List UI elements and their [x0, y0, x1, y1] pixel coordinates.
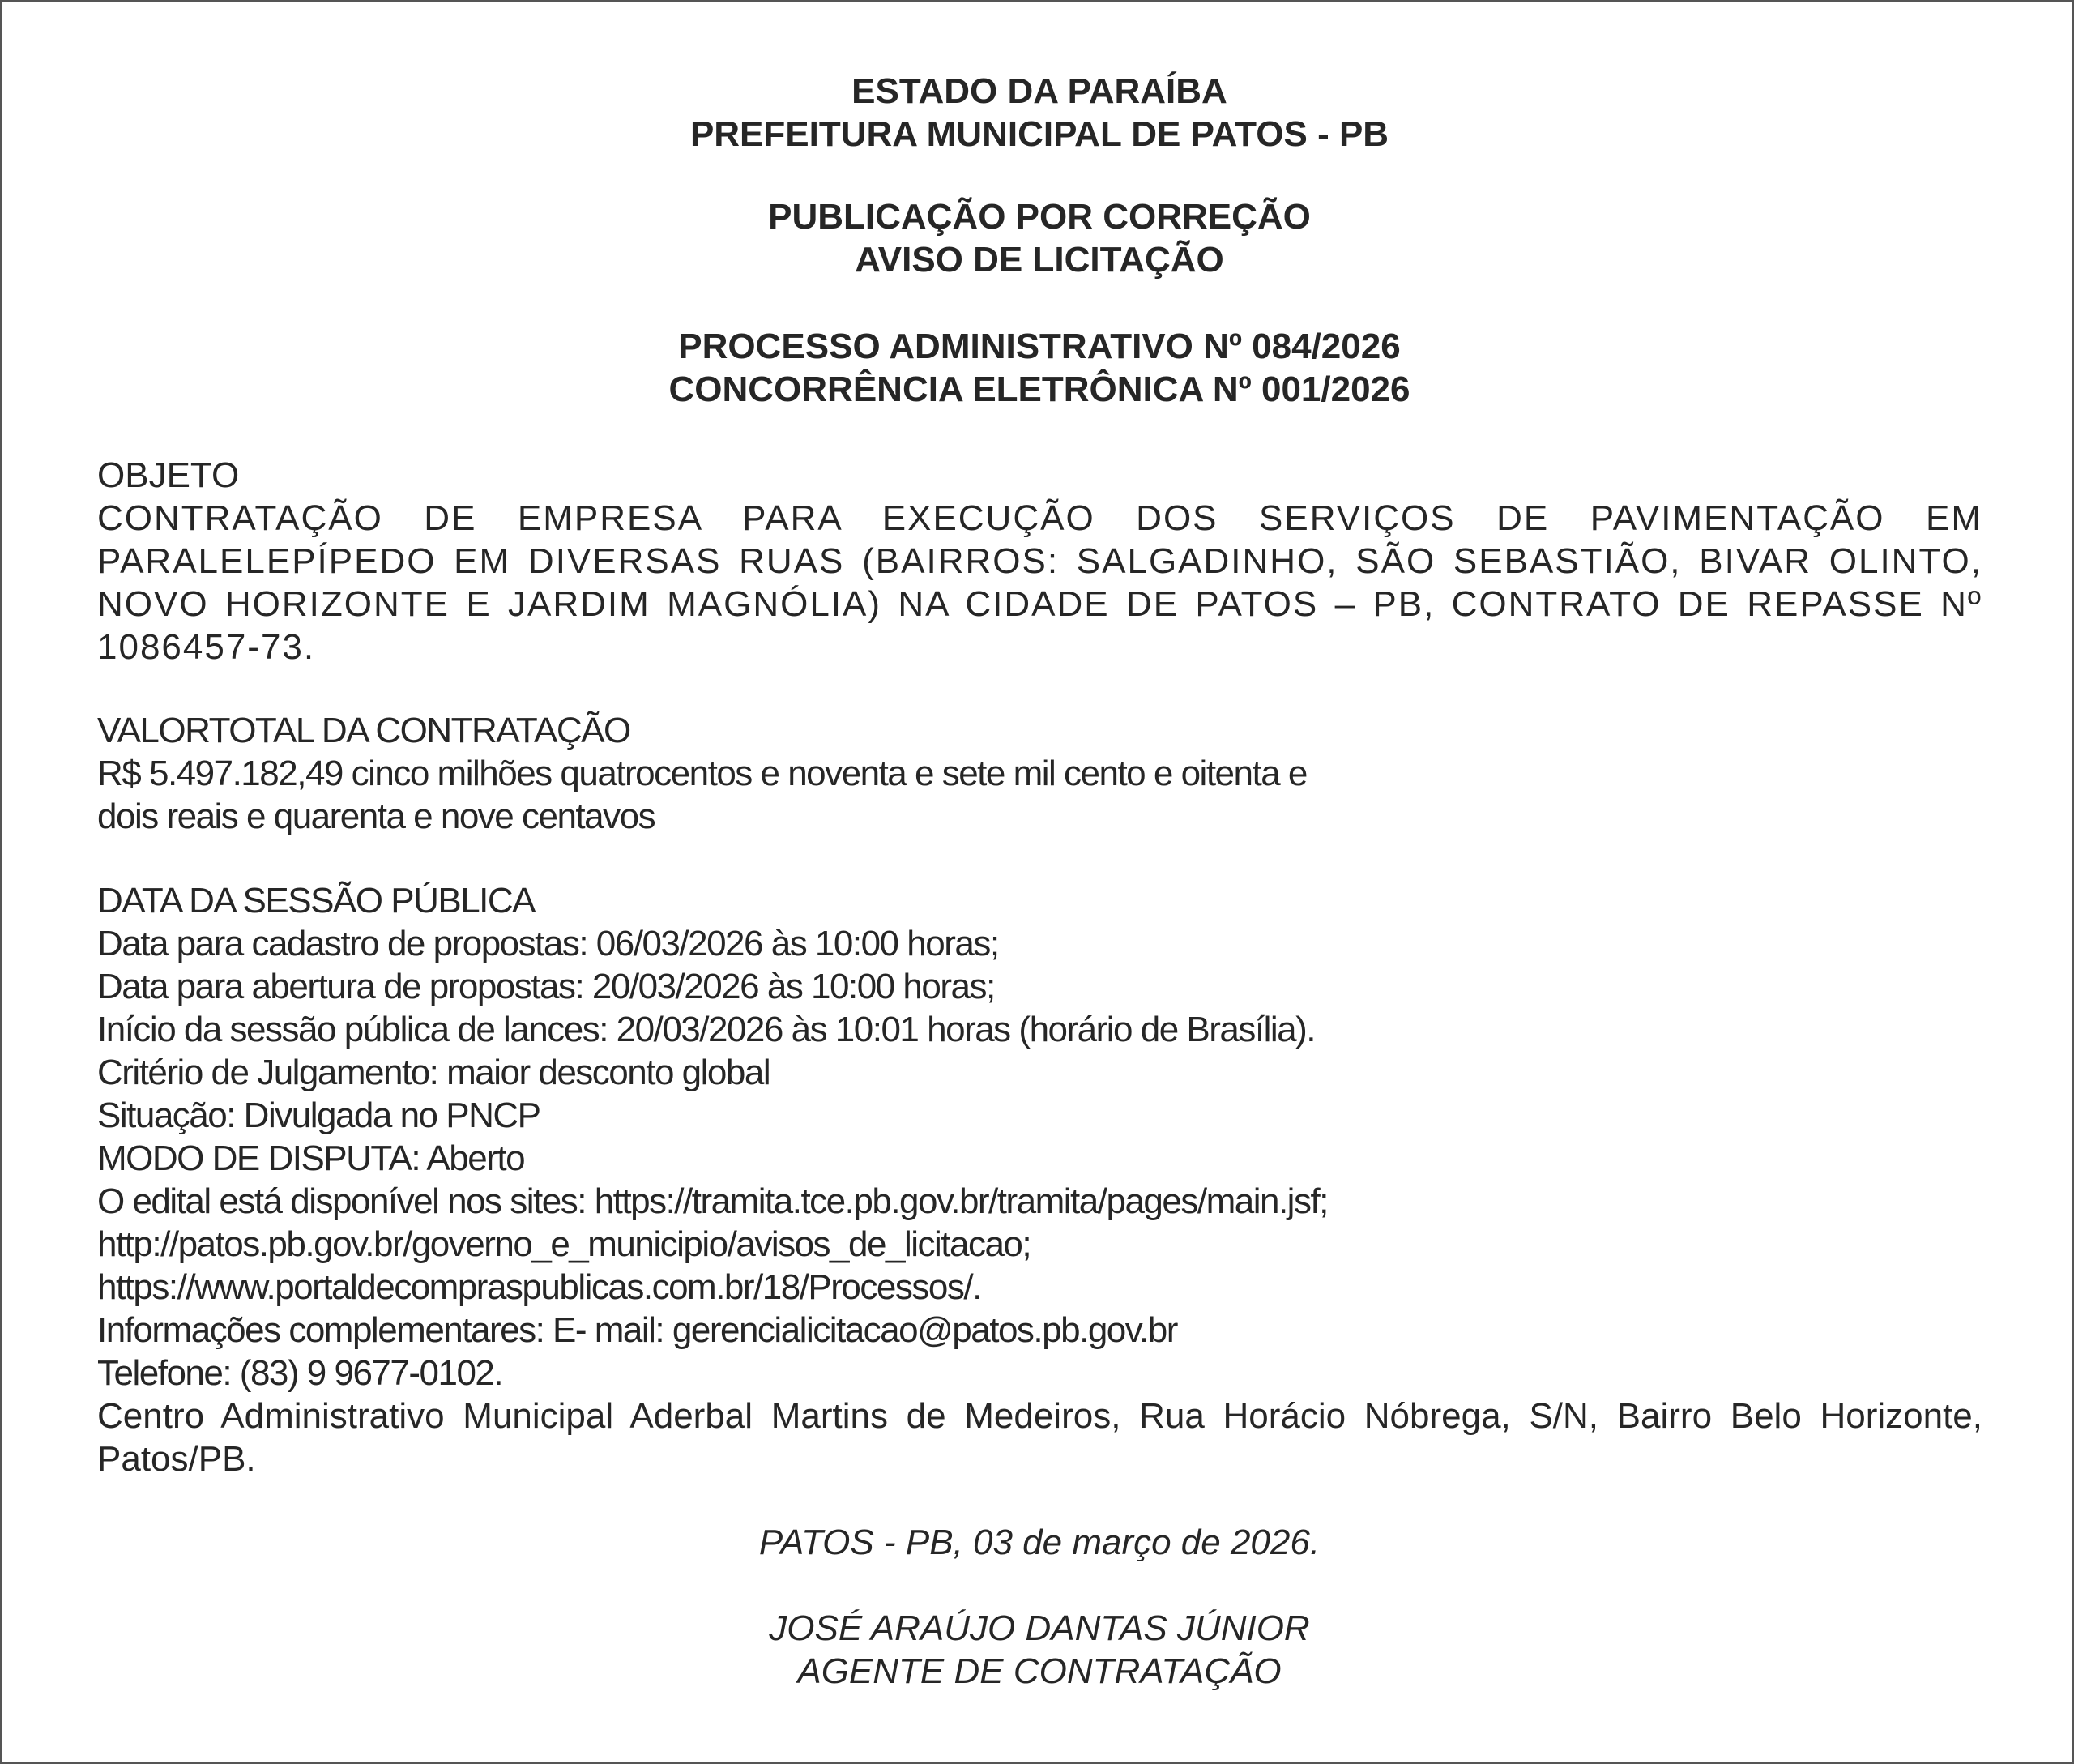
header-authority [2, 70, 2074, 156]
sessao-section [97, 879, 1982, 1480]
header-publication [2, 195, 2074, 281]
sessao-line: Telefone: (83) 9 9677-0102. [97, 1353, 503, 1393]
place-date [2, 1521, 2074, 1564]
signer-name: JOSÉ ARAÚJO DANTAS JÚNIOR [769, 1608, 1310, 1648]
valor-section [97, 709, 1982, 838]
valor-line-1: R$ 5.497.182,49 cinco milhões quatrocentos e noventa e sete mil cento e oitenta e [97, 754, 1307, 793]
sessao-line: Início da sessão pública de lances: 20/03/2026 às 10:01 horas (horário de Brasília). [97, 1010, 1316, 1049]
valor-heading: VALORTOTAL DA CONTRATAÇÃO [97, 711, 630, 750]
sessao-line: Critério de Julgamento: maior desconto global [97, 1053, 770, 1092]
signature-block [2, 1607, 2074, 1693]
sessao-line: Data para abertura de propostas: 20/03/2026 às 10:00 horas; [97, 967, 995, 1006]
sessao-line: Informações complementares: E- mail: gerencialicitacao@patos.pb.gov.br [97, 1310, 1177, 1350]
sessao-line: https://www.portaldecompraspublicas.com.br/18/Processos/. [97, 1267, 981, 1307]
objeto-section [97, 454, 1982, 668]
signer-role: AGENTE DE CONTRATAÇÃO [797, 1651, 1282, 1691]
sessao-heading: DATA DA SESSÃO PÚBLICA [97, 881, 536, 920]
sessao-line: MODO DE DISPUTA: Aberto [97, 1138, 525, 1178]
municipality-title: PREFEITURA MUNICIPAL DE PATOS - PB [689, 114, 1389, 154]
sessao-line: http://patos.pb.gov.br/governo_e_municipio/avisos_de_licitacao; [97, 1224, 1031, 1264]
notice-title: AVISO DE LICITAÇÃO [855, 240, 1224, 280]
objeto-text: CONTRATAÇÃO DE EMPRESA PARA EXECUÇÃO DOS SERVIÇOS DE PAVIMENTAÇÃO EM PARALELEPÍPEDO EM DIVERSAS RUAS (BAIRROS: SALGADINHO, SÃO SEBASTIÃO, BIVAR OLINTO, NOVO HORIZONTE E JARDIM MAGNÓLIA) NA CIDADE DE PATOS – PB, CONTRATO DE REPASSE Nº 1086457-73. [97, 498, 1982, 667]
place-date-text: PATOS - PB, 03 de março de 2026. [758, 1523, 1321, 1562]
objeto-heading: OBJETO [97, 455, 240, 495]
sessao-line: Situação: Divulgada no PNCP [97, 1096, 540, 1135]
process-number: PROCESSO ADMINISTRATIVO Nº 084/2026 [678, 327, 1401, 366]
address-text: Centro Administrativo Municipal Aderbal Martins de Medeiros, Rua Horácio Nóbrega, S/N, Bairro Belo Horizonte, Patos/PB. [97, 1396, 1982, 1479]
header-process [2, 325, 2074, 411]
valor-line-2: dois reais e quarenta e nove centavos [97, 797, 655, 836]
sessao-line: Data para cadastro de propostas: 06/03/2026 às 10:00 horas; [97, 924, 999, 963]
competition-number: CONCORRÊNCIA ELETRÔNICA Nº 001/2026 [668, 369, 1410, 409]
sessao-line: O edital está disponível nos sites: https://tramita.tce.pb.gov.br/tramita/pages/main.jsf; [97, 1181, 1328, 1221]
publication-title: PUBLICAÇÃO POR CORREÇÃO [768, 197, 1311, 237]
state-title: ESTADO DA PARAÍBA [851, 71, 1227, 111]
